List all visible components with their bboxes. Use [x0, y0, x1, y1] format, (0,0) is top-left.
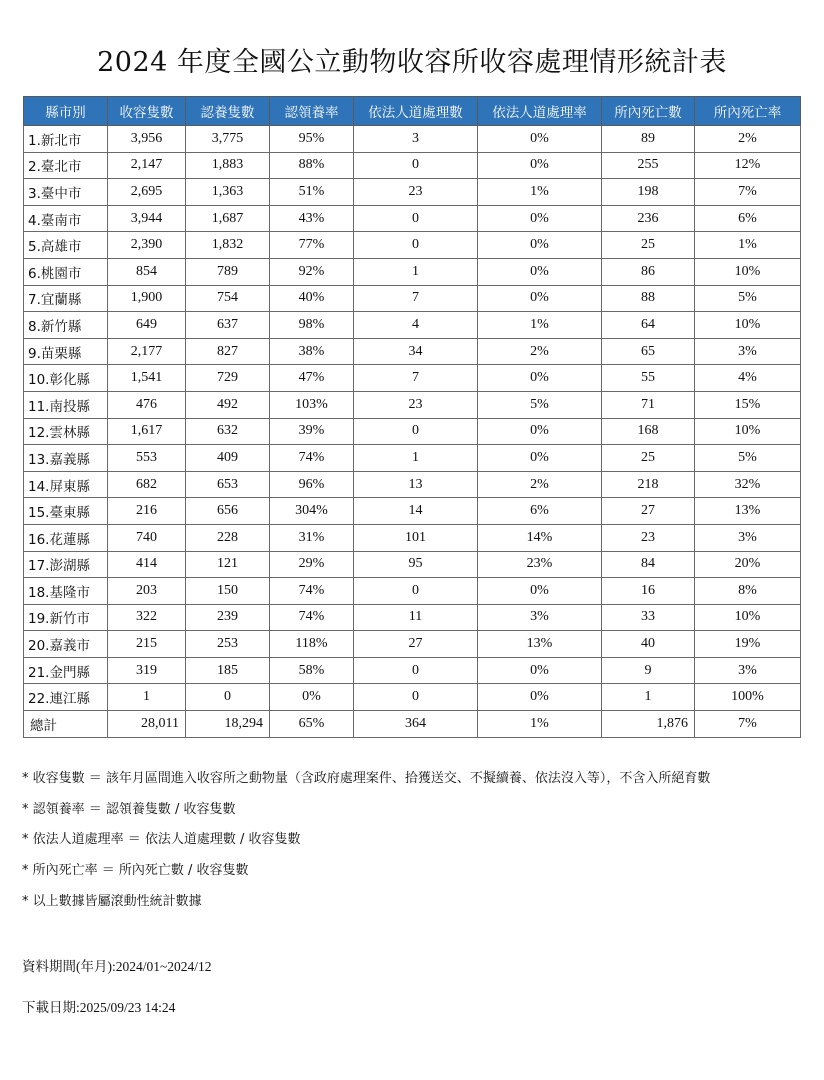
value-cell: 632 [186, 418, 270, 445]
table-row [24, 445, 801, 472]
value-cell: 10% [695, 312, 801, 339]
value-cell: 1% [478, 312, 602, 339]
value-cell: 13 [354, 471, 478, 498]
value-cell: 3,956 [108, 126, 186, 153]
value-cell: 55 [602, 365, 695, 392]
value-cell: 121 [186, 551, 270, 578]
value-cell: 74% [270, 578, 354, 605]
value-cell: 5% [695, 285, 801, 312]
value-cell: 29% [270, 551, 354, 578]
value-cell: 637 [186, 312, 270, 339]
value-cell: 0 [354, 232, 478, 259]
value-cell: 7% [695, 179, 801, 206]
value-cell: 0% [478, 126, 602, 153]
value-cell: 25 [602, 445, 695, 472]
value-cell: 4% [695, 365, 801, 392]
table-row [24, 657, 801, 684]
value-cell: 827 [186, 338, 270, 365]
value-cell: 185 [186, 657, 270, 684]
data-period: 資料期間(年月):2024/01~2024/12 [22, 959, 212, 974]
value-cell: 10% [695, 418, 801, 445]
value-cell: 0 [354, 657, 478, 684]
region-cell: 21.金門縣 [24, 657, 108, 684]
region-cell: 13.嘉義縣 [24, 445, 108, 472]
region-cell: 9.苗栗縣 [24, 338, 108, 365]
region-cell: 5.高雄市 [24, 232, 108, 259]
value-cell: 103% [270, 391, 354, 418]
region-cell: 17.澎湖縣 [24, 551, 108, 578]
value-cell: 51% [270, 179, 354, 206]
value-cell: 13% [478, 631, 602, 658]
value-cell: 1% [478, 179, 602, 206]
table-row [24, 684, 801, 711]
value-cell: 77% [270, 232, 354, 259]
value-cell: 38% [270, 338, 354, 365]
column-header: 所內死亡數 [602, 97, 695, 126]
value-cell: 64 [602, 312, 695, 339]
column-header: 依法人道處理數 [354, 97, 478, 126]
value-cell: 11 [354, 604, 478, 631]
table-row [24, 578, 801, 605]
value-cell: 3,944 [108, 205, 186, 232]
table-row [24, 604, 801, 631]
value-cell: 729 [186, 365, 270, 392]
value-cell: 32% [695, 471, 801, 498]
value-cell: 198 [602, 179, 695, 206]
region-cell: 16.花蓮縣 [24, 524, 108, 551]
value-cell: 15% [695, 391, 801, 418]
value-cell: 740 [108, 524, 186, 551]
notes-section [22, 770, 812, 923]
column-header: 認領養率 [270, 97, 354, 126]
value-cell: 47% [270, 365, 354, 392]
value-cell: 2% [695, 126, 801, 153]
value-cell: 0% [478, 657, 602, 684]
region-cell: 8.新竹縣 [24, 312, 108, 339]
value-cell: 86 [602, 258, 695, 285]
value-cell: 16 [602, 578, 695, 605]
region-cell: 3.臺中市 [24, 179, 108, 206]
value-cell: 33 [602, 604, 695, 631]
value-cell: 304% [270, 498, 354, 525]
value-cell: 553 [108, 445, 186, 472]
column-header: 認養隻數 [186, 97, 270, 126]
value-cell: 2,390 [108, 232, 186, 259]
table-row [24, 551, 801, 578]
value-cell: 322 [108, 604, 186, 631]
table-row [24, 152, 801, 179]
value-cell: 7% [695, 711, 801, 738]
table-total-row [24, 711, 801, 738]
value-cell: 1,876 [602, 711, 695, 738]
value-cell: 409 [186, 445, 270, 472]
value-cell: 84 [602, 551, 695, 578]
value-cell: 100% [695, 684, 801, 711]
value-cell: 2% [478, 471, 602, 498]
region-cell: 20.嘉義市 [24, 631, 108, 658]
table-row [24, 524, 801, 551]
region-cell: 10.彰化縣 [24, 365, 108, 392]
statistics-table [23, 96, 801, 738]
value-cell: 10% [695, 604, 801, 631]
value-cell: 476 [108, 391, 186, 418]
value-cell: 88% [270, 152, 354, 179]
region-cell: 4.臺南市 [24, 205, 108, 232]
value-cell: 218 [602, 471, 695, 498]
value-cell: 0% [478, 365, 602, 392]
value-cell: 0% [478, 232, 602, 259]
value-cell: 203 [108, 578, 186, 605]
value-cell: 101 [354, 524, 478, 551]
value-cell: 656 [186, 498, 270, 525]
value-cell: 43% [270, 205, 354, 232]
value-cell: 0 [354, 152, 478, 179]
value-cell: 364 [354, 711, 478, 738]
value-cell: 216 [108, 498, 186, 525]
value-cell: 20% [695, 551, 801, 578]
table-row [24, 205, 801, 232]
value-cell: 96% [270, 471, 354, 498]
note-item: * 收容隻數 ＝ 該年月區間進入收容所之動物量（含政府處理案件、拾獲送交、不擬續養、依法沒入等），不含入所絕育數 [22, 771, 711, 786]
value-cell: 12% [695, 152, 801, 179]
value-cell: 0% [478, 684, 602, 711]
value-cell: 1,687 [186, 205, 270, 232]
value-cell: 1% [478, 711, 602, 738]
value-cell: 1 [354, 445, 478, 472]
value-cell: 3,775 [186, 126, 270, 153]
table-row [24, 179, 801, 206]
region-cell: 22.連江縣 [24, 684, 108, 711]
region-cell: 11.南投縣 [24, 391, 108, 418]
value-cell: 3 [354, 126, 478, 153]
value-cell: 95% [270, 126, 354, 153]
region-cell: 12.雲林縣 [24, 418, 108, 445]
column-header: 所內死亡率 [695, 97, 801, 126]
value-cell: 414 [108, 551, 186, 578]
value-cell: 1,883 [186, 152, 270, 179]
value-cell: 854 [108, 258, 186, 285]
value-cell: 65% [270, 711, 354, 738]
value-cell: 2,695 [108, 179, 186, 206]
table-row [24, 285, 801, 312]
column-header: 縣市別 [24, 97, 108, 126]
value-cell: 23% [478, 551, 602, 578]
value-cell: 71 [602, 391, 695, 418]
value-cell: 0 [186, 684, 270, 711]
value-cell: 255 [602, 152, 695, 179]
value-cell: 228 [186, 524, 270, 551]
value-cell: 2% [478, 338, 602, 365]
value-cell: 95 [354, 551, 478, 578]
note-item: * 所內死亡率 ＝ 所內死亡數 / 收容隻數 [22, 863, 249, 879]
value-cell: 0% [478, 418, 602, 445]
value-cell: 1,832 [186, 232, 270, 259]
region-cell: 15.臺東縣 [24, 498, 108, 525]
value-cell: 13% [695, 498, 801, 525]
table-row [24, 258, 801, 285]
value-cell: 34 [354, 338, 478, 365]
value-cell: 74% [270, 445, 354, 472]
value-cell: 40% [270, 285, 354, 312]
value-cell: 10% [695, 258, 801, 285]
value-cell: 1 [354, 258, 478, 285]
value-cell: 8% [695, 578, 801, 605]
value-cell: 19% [695, 631, 801, 658]
value-cell: 74% [270, 604, 354, 631]
value-cell: 653 [186, 471, 270, 498]
value-cell: 28,011 [108, 711, 186, 738]
value-cell: 492 [186, 391, 270, 418]
value-cell: 88 [602, 285, 695, 312]
value-cell: 2,147 [108, 152, 186, 179]
value-cell: 27 [354, 631, 478, 658]
value-cell: 1,900 [108, 285, 186, 312]
value-cell: 754 [186, 285, 270, 312]
table-row [24, 126, 801, 153]
value-cell: 215 [108, 631, 186, 658]
value-cell: 0% [478, 258, 602, 285]
value-cell: 9 [602, 657, 695, 684]
value-cell: 92% [270, 258, 354, 285]
value-cell: 23 [354, 391, 478, 418]
table-row [24, 312, 801, 339]
value-cell: 5% [478, 391, 602, 418]
value-cell: 89 [602, 126, 695, 153]
value-cell: 65 [602, 338, 695, 365]
value-cell: 0% [478, 578, 602, 605]
value-cell: 6% [478, 498, 602, 525]
value-cell: 39% [270, 418, 354, 445]
region-cell: 1.新北市 [24, 126, 108, 153]
value-cell: 6% [695, 205, 801, 232]
value-cell: 2,177 [108, 338, 186, 365]
value-cell: 1,541 [108, 365, 186, 392]
value-cell: 3% [478, 604, 602, 631]
value-cell: 58% [270, 657, 354, 684]
table-header-row [24, 97, 801, 126]
value-cell: 7 [354, 285, 478, 312]
value-cell: 0% [478, 285, 602, 312]
value-cell: 0% [478, 445, 602, 472]
table-row [24, 418, 801, 445]
region-cell: 18.基隆市 [24, 578, 108, 605]
value-cell: 236 [602, 205, 695, 232]
value-cell: 31% [270, 524, 354, 551]
page-title: 2024 年度全國公立動物收容所收容處理情形統計表 [97, 47, 727, 78]
region-cell: 2.臺北市 [24, 152, 108, 179]
value-cell: 682 [108, 471, 186, 498]
note-item: * 以上數據皆屬滾動性統計數據 [22, 893, 202, 909]
table-row [24, 631, 801, 658]
column-header: 收容隻數 [108, 97, 186, 126]
download-date: 下載日期:2025/09/23 14:24 [22, 1000, 176, 1015]
value-cell: 1,363 [186, 179, 270, 206]
value-cell: 3% [695, 524, 801, 551]
value-cell: 0% [478, 152, 602, 179]
value-cell: 3% [695, 338, 801, 365]
region-cell: 7.宜蘭縣 [24, 285, 108, 312]
value-cell: 0 [354, 684, 478, 711]
value-cell: 98% [270, 312, 354, 339]
note-item: * 認領養率 ＝ 認領養隻數 / 收容隻數 [22, 801, 236, 817]
value-cell: 168 [602, 418, 695, 445]
value-cell: 118% [270, 631, 354, 658]
value-cell: 14% [478, 524, 602, 551]
region-cell: 總計 [24, 711, 108, 738]
value-cell: 1 [108, 684, 186, 711]
value-cell: 3% [695, 657, 801, 684]
value-cell: 7 [354, 365, 478, 392]
value-cell: 40 [602, 631, 695, 658]
value-cell: 0 [354, 205, 478, 232]
value-cell: 23 [602, 524, 695, 551]
value-cell: 4 [354, 312, 478, 339]
value-cell: 5% [695, 445, 801, 472]
value-cell: 649 [108, 312, 186, 339]
value-cell: 1% [695, 232, 801, 259]
value-cell: 14 [354, 498, 478, 525]
table-body [24, 126, 801, 738]
table-row [24, 391, 801, 418]
value-cell: 0% [270, 684, 354, 711]
value-cell: 0% [478, 205, 602, 232]
value-cell: 789 [186, 258, 270, 285]
value-cell: 239 [186, 604, 270, 631]
note-item: * 依法人道處理率 ＝ 依法人道處理數 / 收容隻數 [22, 832, 301, 848]
value-cell: 150 [186, 578, 270, 605]
region-cell: 14.屏東縣 [24, 471, 108, 498]
value-cell: 1,617 [108, 418, 186, 445]
table-row [24, 498, 801, 525]
value-cell: 253 [186, 631, 270, 658]
value-cell: 1 [602, 684, 695, 711]
value-cell: 23 [354, 179, 478, 206]
region-cell: 6.桃園市 [24, 258, 108, 285]
table-row [24, 471, 801, 498]
table-row [24, 365, 801, 392]
table-row [24, 232, 801, 259]
region-cell: 19.新竹市 [24, 604, 108, 631]
value-cell: 0 [354, 418, 478, 445]
table-row [24, 338, 801, 365]
value-cell: 18,294 [186, 711, 270, 738]
column-header: 依法人道處理率 [478, 97, 602, 126]
value-cell: 0 [354, 578, 478, 605]
value-cell: 25 [602, 232, 695, 259]
value-cell: 319 [108, 657, 186, 684]
value-cell: 27 [602, 498, 695, 525]
